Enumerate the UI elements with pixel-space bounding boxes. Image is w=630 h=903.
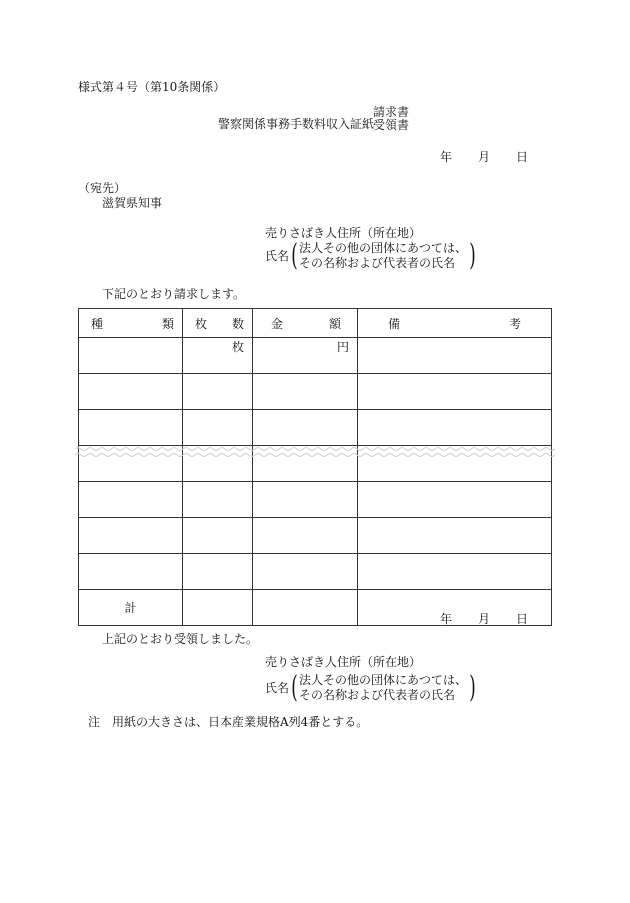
table-row bbox=[79, 374, 552, 410]
seller-address-label-bottom: 売りさばき人住所（所在地） bbox=[265, 655, 422, 669]
seller-name-label: 氏名 bbox=[265, 248, 290, 263]
request-statement: 下記のとおり請求します。 bbox=[102, 287, 246, 301]
seller-name-label: 氏名 bbox=[265, 680, 290, 695]
seller-name-block bbox=[265, 238, 477, 273]
count-cell[interactable] bbox=[183, 518, 253, 554]
paper-size-note: 注 用紙の大きさは、日本産業規格A列4番とする。 bbox=[88, 715, 369, 729]
header-count: 枚 数 bbox=[183, 309, 253, 338]
date-year-label: 年 bbox=[440, 150, 453, 164]
date-day-label: 日 bbox=[516, 612, 529, 626]
amount-unit-label: 円 bbox=[336, 340, 349, 354]
seller-note-line: その名称および代表者の氏名 bbox=[299, 688, 456, 702]
table-row bbox=[79, 518, 552, 554]
count-total-cell[interactable] bbox=[183, 590, 253, 626]
document-title-type-stack bbox=[373, 106, 409, 132]
amount-cell[interactable] bbox=[253, 482, 358, 518]
total-label: 計 bbox=[79, 590, 183, 626]
count-cell[interactable] bbox=[183, 374, 253, 410]
table-row bbox=[79, 338, 552, 374]
seller-note-line: その名称および代表者の氏名 bbox=[299, 256, 456, 270]
count-cell[interactable] bbox=[183, 554, 253, 590]
seller-name-note bbox=[299, 673, 467, 703]
form-number-label: 様式第４号（第10条関係） bbox=[78, 80, 226, 94]
table-row bbox=[79, 554, 552, 590]
type-cell[interactable] bbox=[79, 518, 183, 554]
seller-name-note bbox=[299, 241, 467, 271]
remarks-cell[interactable] bbox=[358, 554, 552, 590]
count-cell[interactable] bbox=[183, 482, 253, 518]
receipt-statement: 上記のとおり受領しました。 bbox=[102, 632, 259, 646]
amount-cell[interactable] bbox=[253, 410, 358, 446]
date-year-label: 年 bbox=[440, 612, 453, 626]
close-paren: ) bbox=[469, 238, 476, 273]
seller-name-block-bottom bbox=[265, 670, 477, 705]
remarks-cell[interactable] bbox=[358, 410, 552, 446]
type-cell[interactable] bbox=[79, 338, 183, 374]
type-cell[interactable] bbox=[79, 374, 183, 410]
title-type-request: 請求書 bbox=[373, 105, 410, 119]
table-row bbox=[79, 482, 552, 518]
date-line-top bbox=[440, 150, 528, 165]
count-cell[interactable] bbox=[183, 410, 253, 446]
header-remarks: 備 考 bbox=[358, 309, 552, 338]
close-paren: ) bbox=[469, 670, 476, 705]
header-amount: 金 額 bbox=[253, 309, 358, 338]
count-unit-label: 枚 bbox=[231, 340, 244, 354]
amount-cell[interactable] bbox=[253, 518, 358, 554]
seller-note-line: 法人その他の団体にあつては、 bbox=[299, 241, 468, 255]
amount-cell[interactable] bbox=[253, 554, 358, 590]
table-omission-wave bbox=[75, 445, 555, 459]
header-type: 種 類 bbox=[79, 309, 183, 338]
seller-note-line: 法人その他の団体にあつては、 bbox=[299, 673, 468, 687]
remarks-cell[interactable] bbox=[358, 482, 552, 518]
table-row bbox=[79, 410, 552, 446]
seller-address-label: 売りさばき人住所（所在地） bbox=[265, 226, 422, 240]
type-cell[interactable] bbox=[79, 554, 183, 590]
open-paren: ( bbox=[291, 670, 298, 705]
amount-cell[interactable] bbox=[253, 338, 358, 374]
title-type-receipt: 受領書 bbox=[373, 118, 410, 132]
open-paren: ( bbox=[291, 238, 298, 273]
stamp-table bbox=[78, 308, 552, 626]
remarks-cell[interactable] bbox=[358, 374, 552, 410]
table-header-row bbox=[79, 309, 552, 338]
amount-total-cell[interactable] bbox=[253, 590, 358, 626]
date-day-label: 日 bbox=[516, 150, 529, 164]
date-month-label: 月 bbox=[478, 150, 491, 164]
date-month-label: 月 bbox=[478, 612, 491, 626]
amount-cell[interactable] bbox=[253, 374, 358, 410]
type-cell[interactable] bbox=[79, 482, 183, 518]
count-cell[interactable] bbox=[183, 338, 253, 374]
addressee-label: （宛先） bbox=[78, 181, 127, 195]
date-line-bottom bbox=[440, 612, 528, 627]
remarks-cell[interactable] bbox=[358, 338, 552, 374]
remarks-cell[interactable] bbox=[358, 518, 552, 554]
document-title: 警察関係事務手数料収入証紙 bbox=[218, 117, 375, 131]
addressee-name: 滋賀県知事 bbox=[102, 196, 163, 210]
type-cell[interactable] bbox=[79, 410, 183, 446]
